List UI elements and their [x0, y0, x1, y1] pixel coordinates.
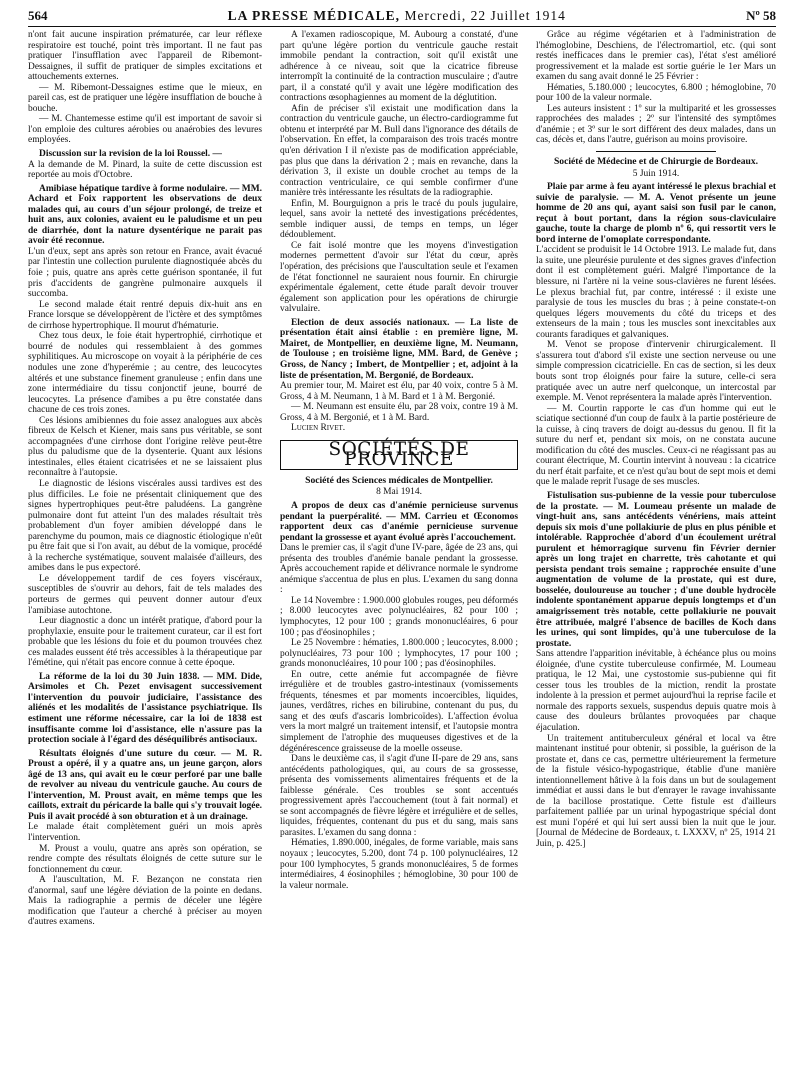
- paragraph: Enfin, M. Bourguignon a pris le tracé du pouls jugulaire, lequel, sans avoir la netteté des investigations précédentes, semble indiquer aussi, de temps en temps, un léger dédoublement.: [280, 198, 518, 241]
- column-1: [28, 30, 262, 1076]
- paragraph: Un traitement antituberculeux général et local va être maintenant institué pour obtenir, si possible, la guérison de la prostate et, dans ce cas, permettre ultérieurement la fermeture de la fistule vésico-hypogastrique, établie d'une manière intentionnellement hâtive à la fois dans un but de soulagement immédiat et aussi dans le but d'enrayer le ravage invahissante de la bacillose prostatique. Cette fistule est d'ailleurs parfaitement palliée par un urinal hypogastrique spécial dont est muni l'opéré et qui lui sert aussi bien la nuit que le jour. [Journal de Médecine de Bordeaux, t. LXXXV, nº 25, 1914 21 Juin, p. 425.]: [536, 733, 776, 850]
- paragraph: Hématies, 5.180.000 ; leucocytes, 6.800 ; hémoglobine, 70 pour 100 de la valeur normale.: [536, 82, 776, 104]
- session-date: 5 Juin 1914.: [632, 168, 680, 179]
- paragraph: Au premier tour, M. Mairet est élu, par 40 voix, contre 5 à M. Gross, 4 à M. Neumann, 1 à M. Bard et 1 à M. Bergonié.: [280, 381, 518, 402]
- paragraph: Le développement tardif de ces foyers viscéraux, susceptibles de s'ouvrir au dehors, fait de tels malades des porteurs de germes qui peuvent donner autour d'eux l'amibiase autochtone.: [28, 573, 262, 616]
- paragraph: Dans le premier cas, il s'agit d'une IV-pare, âgée de 23 ans, qui présenta des troubles d'anémie banale pendant la grossesse. Après accouchement rapide et délivrance normale le syndrome anémique s'accentua de plus en plus. L'examen du sang donna :: [280, 543, 518, 596]
- paragraph: Dans le deuxième cas, il s'agit d'une II-pare de 29 ans, sans antécédents pathologiques, qui, au cours de sa grossesse, présenta des vomissements alimentaires fréquents et de la faiblesse générale. Ces troubles se sont accentués progressivement après l'accouchement (tout à fait normal) et se sont accompagnés de fièvre légère et irrégulière et de selles, liquides, fréquentes, contenant du pus et du sang, mais sans parasites. L'examen du sang donna :: [280, 754, 518, 838]
- paragraph: Ces lésions amibiennes du foie assez analogues aux abcès fibreux de Kelsch et Kiener, mais sans pus véritable, se sont accompagnées d'une cirrhose dont l'origine relève peut-être plus du paludisme que de la dysenterie. Quant aux lésions intestinales, elles étaient cicatrisées et ne se laissaient plus reconnaître à l'autopsie.: [28, 415, 262, 479]
- article-heading-paragraph: Amibiase hépatique tardive à forme nodulaire. — MM. Achard et Foix rapportent les observations de deux malades qui, au cours d'un séjour prolongé, de treize et huit ans, aux colonies, avaient eu le paludisme et un peu de diarrhée, dont la nature dysentérique ne parait pas avoir été reconnue.: [28, 183, 262, 247]
- article-heading-paragraph: Plaie par arme à feu ayant intéressé le plexus brachial et suivie de paralysie. — M. A. Venot présente un jeune homme de 20 ans qui, ayant saisi son fusil par le canon, reçut à bout portant, dans la région sous-claviculaire gauche, toute la charge de plomb nº 6, qui ressortit vers le bord interne de l'omoplate correspondante.: [536, 182, 776, 245]
- paragraph: — M. Courtin rapporte le cas d'un homme qui eut le sciatique sectionné d'un coup de faulx à la partie postérieure de la cuisse, à cinq travers de doigt au-dessus du genou. Il fit la suture du nerf et, pendant six mois, on ne constata aucune modification du côté des muscles. Ceux-ci ne réagissant pas au courant électrique, M. Courtin intervint à nouveau : la cicatrice du nerf était parfaite, et ce n'est qu'au bout de sept mois et demi que le malade reprit l'usage de ses muscles.: [536, 403, 776, 488]
- session-date: 8 Mai 1914.: [376, 487, 422, 498]
- paragraph: Grâce au régime végétarien et à l'administration de l'hémoglobine, Deschiens, de l'électromartiol, etc. (qui sont restés inefficaces dans le premier cas), l'état s'est amélioré progressivement et la malade est sortie guérie le 1er Mars un examen du sang avait donné le 25 Février :: [536, 30, 776, 83]
- paragraph: Sans attendre l'apparition inévitable, à échéance plus ou moins éloignée, d'une cystite tuberculeuse confirmée, M. Loumeau pratiqua, le 12 Mai, une cystostomie sus-pubienne qui fit cesser tous les troubles de la miction, rendit la prostate indolente à la pression et permet aujourd'hui la reprise facile et normale des rapports sexuels, suspendus depuis quatre mois à cause des douleurs brûlantes provoquées par chaque éjaculation.: [536, 649, 776, 733]
- section-divider: [596, 151, 716, 152]
- article-heading-paragraph: Discussion sur la revision de la loi Roussel. —: [39, 149, 222, 160]
- paragraph: A l'examen radioscopique, M. Aubourg a constaté, d'une part qu'une légère portion du ventricule gauche restait immobile pendant la contraction, soit qu'il existât une adhérence à ce niveau, soit que la cicatrice fibreuse interrompît la continuité de la contraction musculaire ; d'autre part, il a constaté qu'il y avait une légère modification des contractions œsophagiennes au moment de la déglutition.: [280, 30, 518, 104]
- paragraph: A la demande de M. Pinard, la suite de cette discussion est reportée au mois d'Octobre.: [28, 159, 262, 181]
- paragraph: Ce fait isolé montre que les moyens d'investigation modernes permettent d'avoir sur l'état du cœur, après l'opération, des précisions que l'auscultation seule et l'examen de l'état fonctionnel ne sauraient nous fournir. En chirurgie expérimentale également, cette étude paraît devoir trouver également son application pour les opérations de chirurgie valvulaire.: [280, 240, 518, 315]
- section-banner: SOCIÉTÉS DE PROVINCE: [280, 440, 518, 470]
- paragraph: Les auteurs insistent : 1º sur la multiparité et les grossesses rapprochées des malades ; 2º sur l'intensité des symptômes d'anémie ; et 3º sur le sort différent des deux malades, dans un cas, décès et, dans l'autre, guérison au moins provisoire.: [536, 103, 776, 146]
- paragraph: Leur diagnostic a donc un intérêt pratique, d'abord pour la prophylaxie, ensuite pour le traitement curateur, car il est fort probable que les lésions du foie et du poumon trouvées chez ces malades eussent été très accessibles à la thérapeutique par l'émétine, qui n'était pas encore connue à cette époque.: [28, 616, 262, 669]
- page-number: 564: [28, 8, 48, 23]
- society-title: Société de Médecine et de Chirurgie de Bordeaux.: [553, 156, 759, 168]
- article-heading-paragraph: Résultats éloignés d'une suture du cœur. — M. R. Proust a opéré, il y a quatre ans, un jeune garçon, alors âgé de 13 ans, qui avait eu le cœur perforé par une balle de revolver au niveau du ventricule gauche. Au cours de l'intervention, M. Proust avait, en même temps que les caillots, extrait du péricarde la balle qui s'y trouvait logée. Puis il avait procédé à son obturation et à un drainage.: [28, 748, 262, 822]
- paragraph: Le malade était complètement guéri un mois après l'intervention.: [28, 822, 262, 844]
- article-heading-paragraph: Fistulisation sus-pubienne de la vessie pour tuberculose de la prostate. — M. Loumeau présente un malade de vingt-huit ans, sans antécédents vénériens, mais atteint depuis six mois d'une pollakiurie de plus en plus pénible et intolérable. Rapprochée d'abord d'un écoulement urétral purulent et hémorragique survenu fin Février dernier après un long trajet en charrette, très cahotante et qui persista pendant trois semaine ; rapprochée ensuite d'une augmentation de volume de la prostate, qui est dure, bosselée, douloureuse au toucher ; d'une double hydrocèle indolente spontanément apparue depuis longtemps et d'un amaigrissement très notable, cette pollakiurie ne pouvait être attribuée, malgré l'absence de bacilles de Koch dans les urines, qui sont limpides, qu'à une tuberculose de la prostate.: [536, 490, 776, 649]
- society-title: Société des Sciences médicales de Montpellier.: [305, 474, 493, 486]
- paragraph: — M. Chantemesse estime qu'il est important de savoir si l'on emploie des cultures aérobies ou anaérobies des levures employées.: [28, 114, 262, 146]
- paragraph: A l'auscultation, M. F. Bezançon ne constata rien d'anormal, sauf une légère déviation de la pointe en dedans. Mais la radiographie a permis de déceler une légère modification que l'auteur a cherché à préciser au moyen d'autres examens.: [28, 875, 262, 928]
- paragraph: En outre, cette anémie fut accompagnée de fièvre irrégulière et de troubles gastro-intestinaux (vomissements fréquents, ténesmes et par moments incoercibles, liquides, jaunes, verdâtres, riches en bilirubine, contenant du pus, du sang et des œufs d'ascaris lombricoïdes). L'affection évolua vers la mort malgré un traitement intensif, et l'autopsie montra simplement de l'atrophie des muqueuses digestives et de la dégénérescence graisseuse de la moelle osseuse.: [280, 669, 518, 754]
- paragraph: Hématies, 1.890.000, inégales, de forme variable, mais sans noyaux ; leucocytes, 5.200, dont 74 p. 100 polynucléaires, 12 pour 100 lymphocytes, 5 grands mononucléaires, 5 de formes intermédiaires, 4 éosinophiles ; hémoglobine, 30 pour 100 de la valeur normale.: [280, 838, 518, 891]
- paragraph: — M. Neumann est ensuite élu, par 28 voix, contre 19 à M. Gross, 4 à M. Bergonié, et 1 à M. Bard.: [280, 402, 518, 423]
- article-heading-paragraph: A propos de deux cas d'anémie pernicieuse survenus pendant la puerpéralité. — MM. Carrieu et Œconomos rapportent deux cas d'anémie pernicieuse survenue pendant la grossesse et ayant évolué après l'accouchement.: [280, 500, 518, 543]
- author-signature: Lucien Rivet.: [291, 423, 346, 434]
- paragraph: Afin de préciser s'il existait une modification dans la contraction du ventricule gauche, un électro-cardiogramme fut obtenu et interprété par M. Bull dans l'ignorance des détails de l'observation. En effet, la comparaison des trois tracés montre qu'en dérivation I il n'existe pas de modification appréciable, pas plus que dans la dérivation 2 ; mais en revanche, dans la dérivation 3, il existe un double crochet au temps de la contraction ventriculaire, ce qui semble confirmer d'une manière très intéressante les résultats de la radiographie.: [280, 103, 518, 199]
- paragraph: Le diagnostic de lésions viscérales aussi tardives est des plus difficiles. Le foie ne présentait cliniquement que des signes hypertrophiques peut-être paludéens. La gangrène pulmonaire dont fut atteint l'un des malades résultait très probablement d'un foyer amibien développé dans le parenchyme du poumon, mais ce diagnostic étiologique n'eût pu être fait que si l'on avait, au début de la vomique, procédé à la recherche systématique, souvent malaisée d'ailleurs, des amibes dans le pus expectoré.: [28, 478, 262, 574]
- paragraph: Le 14 Novembre : 1.900.000 globules rouges, peu déformés ; 8.000 leucocytes avec polynucléaires, 82 pour 100 ; lymphocytes, 12 pour 100 ; grands mononucléaires, 6 pour 100 ; pas d'éosinophiles ;: [280, 595, 518, 638]
- paragraph: — M. Ribemont-Dessaignes estime que le mieux, en pareil cas, est de pratiquer une légère insufflation de bouche à bouche.: [28, 82, 262, 114]
- article-heading-paragraph: Election de deux associés nationaux. — La liste de présentation était ainsi établie : en première ligne, M. Mairet, de Montpellier, en deuxième ligne, M. Neumann, de Toulouse ; en troisième ligne, MM. Bard, de Genève ; Gross, de Nancy ; Imbert, de Montpellier ; et, adjoint à la liste de présentation, M. Bergonié, de Bordeaux.: [280, 317, 518, 381]
- paragraph: Le second malade était rentré depuis dix-huit ans en France lorsque se développèrent de l'ictère et des symptômes de cirrhose hypertrophique. Il mourut d'hématurie.: [28, 299, 262, 331]
- page-header: [28, 4, 776, 27]
- paragraph: M. Venot se propose d'intervenir chirurgicalement. Il s'assurera tout d'abord s'il existe une section nerveuse ou une simple compression cicatricielle. En cas de section, si les deux bouts sont trop éloignés pour faire la suture, celle-ci sera pratiquée avec un autre nerf quelconque, un intercostal par exemple. M. Venot représentera la malade après l'intervention.: [536, 340, 776, 404]
- journal-title: [228, 8, 566, 24]
- column-2: [280, 30, 518, 1076]
- column-3: [536, 30, 776, 1076]
- paragraph: M. Proust a voulu, quatre ans après son opération, se rendre compte des résultats éloignés de cette suture sur le fonctionnement du cœur.: [28, 843, 262, 875]
- paragraph: L'accident se produisit le 14 Octobre 1913. Le malade fut, dans la suite, une pleurésie purulente et des signes graves d'infection dont il est complètement guéri. Malgré l'importance de la blessure, ni l'artère ni la veine sous-clavières ne furent lésées. Le plexus brachial fut, par contre, intéressé : il existe une paralysie de tous les muscles du bras ; à peine constate-t-on quelques légers mouvements du côté du triceps et des extenseurs de la main ; tous les muscles sont inexcitables aux courants faradiques et galvaniques.: [536, 245, 776, 340]
- issue-date: Mercredi, 22 Juillet 1914: [400, 8, 566, 23]
- paragraph: Chez tous deux, le foie était hypertrophié, cirrhotique et bourré de nodules qui ressemblaient à des gommes syphilitiques. Au microscope on voyait à la périphérie de ces nodules une zone d'hyperémie ; au centre, des leucocytes altérés et une substance finement granuleuse ; enfin dans une zone intermédiaire du tissu conjonctif jeune, bourré de leucocytes. La présence d'amibes a pu être constatée dans chacune de ces trois zones.: [28, 331, 262, 416]
- paragraph: n'ont fait aucune inspiration prématurée, car leur réflexe respiratoire est touché, point très important. Il ne faut pas pratiquer l'insufflation avec l'appareil de Ribemont-Dessaignes, il suffit de pratiquer de simples excitations et attouchements externes.: [28, 30, 262, 83]
- article-heading-paragraph: La réforme de la loi du 30 Juin 1838. — MM. Dide, Arsimoles et Ch. Pezet envisagent successivement l'intervention du pouvoir judiciaire, l'assistance des aliénés et les modalités de l'assistance psychiatrique. Ils estiment une réforme nécessaire, car la loi de 1838 est insuffisante comme loi d'assistance, elle n'assure pas la protection sociale à l'égard des déséquilibrés antisociaux.: [28, 671, 262, 746]
- paragraph: Le 25 Novembre : hématies, 1.800.000 ; leucocytes, 8.000 ; polynucléaires, 73 pour 100 ; lymphocytes, 17 pour 100 ; grands mononucléaires, 10 pour 100 ; pas d'éosinophiles.: [280, 638, 518, 670]
- paragraph: L'un d'eux, sept ans après son retour en France, avait évacué par l'intestin une collection purulente diagnostiquée abcès du foie ; puis, quatre ans après cette guérison spontanée, il fut pris d'accidents de gangrène pulmonaire auxquels il succomba.: [28, 246, 262, 300]
- journal-name: LA PRESSE MÉDICALE,: [227, 8, 401, 23]
- issue-number: Nº 58: [746, 8, 776, 23]
